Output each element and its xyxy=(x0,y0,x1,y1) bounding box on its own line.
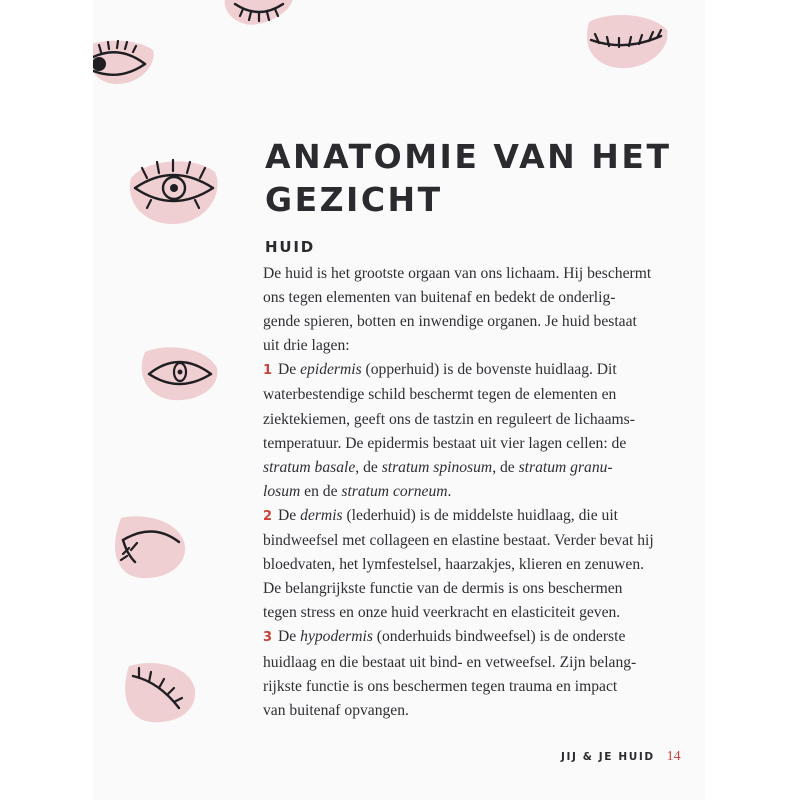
page-title xyxy=(265,135,685,221)
italic-term: hypodermis xyxy=(300,628,373,646)
text-run: temperatuur. De epidermis bestaat uit vier lagen cellen: de xyxy=(263,434,627,452)
layer-2-line xyxy=(263,577,703,601)
italic-term: stratum corneum xyxy=(341,482,448,500)
book-page xyxy=(93,0,705,800)
text-run: , de xyxy=(492,458,519,476)
closed-eye-icon xyxy=(221,0,297,30)
text-run: van buitenaf opvangen. xyxy=(263,701,409,719)
text-run: (onderhuids bindweefsel) is de onderste xyxy=(372,628,626,646)
text-run: ziektekiemen, geeft ons de tastzin en reguleert de lichaams- xyxy=(263,410,635,428)
layer-2-line xyxy=(263,553,703,577)
text-run: waterbestendige schild beschermt tegen de elementen en xyxy=(263,386,617,404)
layer-3-line xyxy=(263,651,703,675)
layer-3-line xyxy=(263,699,703,723)
text-run: De xyxy=(278,506,301,524)
running-title: JIJ & JE HUID xyxy=(561,751,655,763)
text-run: De belangrijkste functie van de dermis is ons beschermen xyxy=(263,580,623,598)
italic-term: stratum granu- xyxy=(518,458,613,476)
text-run: tegen stress en onze huid veerkracht en elasticiteit geven. xyxy=(263,604,621,622)
layer-2-line xyxy=(263,601,703,625)
text-run: , de xyxy=(355,458,382,476)
section-heading: HUID xyxy=(265,238,315,256)
intro-line: uit drie lagen: xyxy=(263,337,350,355)
layer-1-line xyxy=(263,456,703,480)
page-footer xyxy=(561,749,681,765)
title-line: GEZICHT xyxy=(265,180,443,219)
italic-term: losum xyxy=(263,482,301,500)
layer-3-line xyxy=(263,675,703,699)
intro-line: ons tegen elementen van buitenaf en bedekt de onderlig- xyxy=(263,289,616,307)
text-run: huidlaag en die bestaat uit bind- en vetweefsel. Zijn belang- xyxy=(263,653,637,671)
open-eye-icon xyxy=(135,344,221,402)
layer-number: 1 xyxy=(263,363,273,379)
text-run: (opperhuid) is de bovenste huidlaag. Dit xyxy=(361,361,617,379)
italic-term: stratum basale xyxy=(263,458,356,476)
text-run: De xyxy=(278,628,301,646)
intro-line: De huid is het grootste orgaan van ons lichaam. Hij beschermt xyxy=(263,265,652,282)
text-run: bloedvaten, het lymfestelsel, haarzakjes, klieren en zenuwen. xyxy=(263,556,645,574)
open-eye-icon xyxy=(125,150,225,228)
page-number: 14 xyxy=(666,749,681,764)
layer-1-line xyxy=(263,408,703,432)
text-run: . xyxy=(447,482,452,500)
layer-3-line xyxy=(263,625,703,650)
layer-number: 3 xyxy=(263,630,273,646)
layer-1-line xyxy=(263,480,703,504)
text-run: en de xyxy=(300,482,342,500)
text-run: De xyxy=(278,361,301,379)
layer-number: 2 xyxy=(263,508,273,524)
text-run: bindweefsel met collageen en elastine bestaat. Verder bevat hij xyxy=(263,532,654,550)
layer-1-line xyxy=(263,383,703,407)
layer-1-line xyxy=(263,432,703,456)
layer-2-line xyxy=(263,529,703,553)
intro-line: gende spieren, botten en inwendige organen. Je huid bestaat xyxy=(263,313,637,331)
text-run: (lederhuid) is de middelste huidlaag, die uit xyxy=(342,506,619,524)
italic-term: dermis xyxy=(300,506,343,524)
body-text xyxy=(263,262,703,723)
open-eye-icon xyxy=(93,36,157,88)
italic-term: stratum spinosum xyxy=(381,458,493,476)
text-run: rijkste functie is ons beschermen tegen trauma en impact xyxy=(263,677,618,695)
title-line: ANATOMIE VAN HET xyxy=(265,137,672,176)
closed-eye-icon xyxy=(581,10,671,72)
italic-term: epidermis xyxy=(300,361,362,379)
layer-1-line xyxy=(263,358,703,383)
closed-eye-icon xyxy=(107,512,189,582)
layer-2-line xyxy=(263,504,703,529)
closed-eye-icon xyxy=(119,656,199,726)
